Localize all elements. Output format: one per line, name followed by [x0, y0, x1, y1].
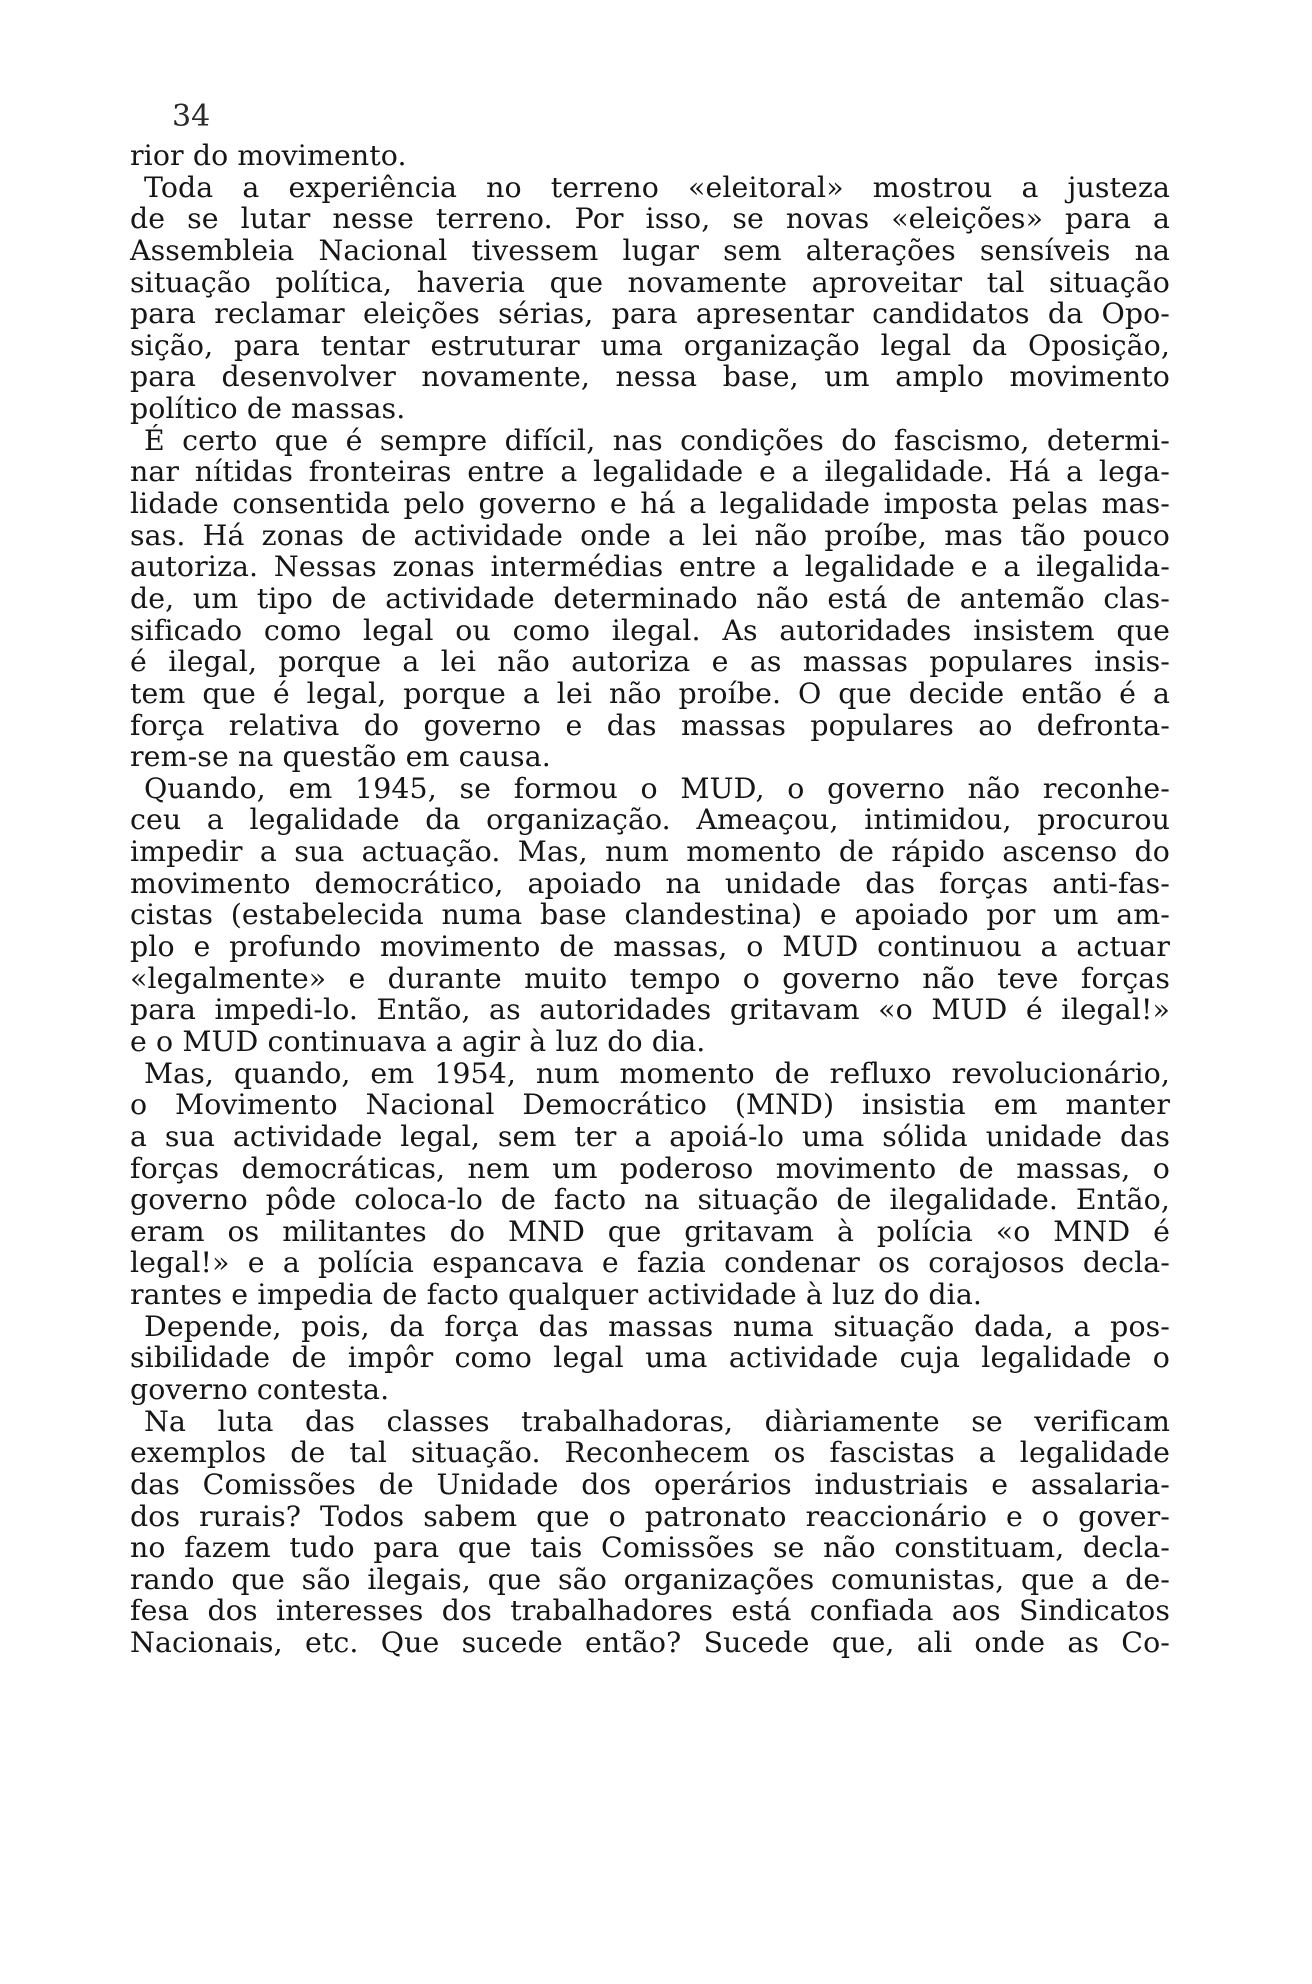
- text-line: eram os militantes do MND que gritavam à polícia «o MND é: [130, 1214, 1170, 1248]
- text-line: sibilidade de impôr como legal uma actividade cuja legalidade o: [130, 1341, 1170, 1375]
- text-line: Assembleia Nacional tivessem lugar sem alterações sensíveis na: [130, 233, 1170, 267]
- text-line: dos rurais? Todos sabem que o patronato reaccionário e o gover-: [130, 1499, 1170, 1533]
- text-line: sas. Há zonas de actividade onde a lei não proíbe, mas tão pouco: [130, 518, 1170, 552]
- text-line: autoriza. Nessas zonas intermédias entre a legalidade e a ilegalida-: [130, 550, 1170, 584]
- text-line: no fazem tudo para que tais Comissões se não constituam, decla-: [130, 1531, 1170, 1565]
- text-line: cistas (estabelecida numa base clandestina) e apoiado por um am-: [130, 898, 1170, 932]
- text-line: «legalmente» e durante muito tempo o governo não teve forças: [130, 961, 1170, 995]
- text-line: impedir a sua actuação. Mas, num momento de rápido ascenso do: [130, 835, 1170, 869]
- text-line: Depende, pois, da força das massas numa situação dada, a pos-: [144, 1309, 1170, 1343]
- text-line: é ilegal, porque a lei não autoriza e as massas populares insis-: [130, 645, 1170, 679]
- text-line: governo pôde coloca-lo de facto na situação de ilegalidade. Então,: [130, 1183, 1170, 1217]
- text-line: nar nítidas fronteiras entre a legalidade e a ilegalidade. Há a lega-: [130, 455, 1170, 489]
- body-text: [130, 140, 1170, 1659]
- text-line: exemplos de tal situação. Reconhecem os fascistas a legalidade: [130, 1436, 1170, 1470]
- text-line: de se lutar nesse terreno. Por isso, se novas «eleições» para a: [130, 202, 1170, 236]
- text-line: Quando, em 1945, se formou o MUD, o governo não reconhe-: [144, 771, 1170, 805]
- text-line: para impedi-lo. Então, as autoridades gritavam «o MUD é ilegal!»: [130, 993, 1170, 1027]
- text-line: sificado como legal ou como ilegal. As autoridades insistem que: [130, 613, 1170, 647]
- text-line: e o MUD continuava a agir à luz do dia.: [130, 1024, 706, 1058]
- text-line: plo e profundo movimento de massas, o MUD continuou a actuar: [130, 930, 1170, 964]
- text-line: Nacionais, etc. Que sucede então? Sucede que, ali onde as Co-: [130, 1626, 1170, 1660]
- text-line: tem que é legal, porque a lei não proíbe. O que decide então é a: [130, 676, 1170, 710]
- text-line: fesa dos interesses dos trabalhadores está confiada aos Sindicatos: [130, 1594, 1170, 1628]
- page-number: 34: [172, 99, 211, 134]
- text-line: de, um tipo de actividade determinado não está de antemão clas-: [130, 581, 1170, 615]
- text-line: legal!» e a polícia espancava e fazia condenar os corajosos decla-: [130, 1246, 1170, 1280]
- text-line: forças democráticas, nem um poderoso movimento de massas, o: [130, 1151, 1170, 1185]
- text-line: ceu a legalidade da organização. Ameaçou, intimidou, procurou: [130, 803, 1170, 837]
- text-line: É certo que é sempre difícil, nas condições do fascismo, determi-: [144, 423, 1170, 457]
- text-line: situação política, haveria que novamente aproveitar tal situação: [130, 265, 1170, 299]
- text-line: lidade consentida pelo governo e há a legalidade imposta pelas mas-: [130, 487, 1170, 521]
- text-line: sição, para tentar estruturar uma organização legal da Oposição,: [130, 328, 1170, 362]
- text-line: rior do movimento.: [130, 139, 407, 172]
- text-line: político de massas.: [130, 392, 406, 426]
- text-line: Toda a experiência no terreno «eleitoral» mostrou a justeza: [144, 170, 1170, 204]
- text-line: a sua actividade legal, sem ter a apoiá-lo uma sólida unidade das: [130, 1119, 1170, 1153]
- text-line: rantes e impedia de facto qualquer actividade à luz do dia.: [130, 1278, 983, 1312]
- text-line: governo contesta.: [130, 1372, 390, 1406]
- text-line: o Movimento Nacional Democrático (MND) insistia em manter: [130, 1088, 1170, 1122]
- text-line: força relativa do governo e das massas populares ao defronta-: [130, 708, 1170, 742]
- text-line: para reclamar eleições sérias, para apresentar candidatos da Opo-: [130, 297, 1170, 331]
- text-line: das Comissões de Unidade dos operários industriais e assalaria-: [130, 1467, 1170, 1501]
- text-line: Mas, quando, em 1954, num momento de refluxo revolucionário,: [144, 1056, 1170, 1090]
- text-line: rem-se na questão em causa.: [130, 740, 551, 774]
- text-line: para desenvolver novamente, nessa base, um amplo movimento: [130, 360, 1170, 394]
- text-line: rando que são ilegais, que são organizações comunistas, que a de-: [130, 1562, 1170, 1596]
- text-line: Na luta das classes trabalhadoras, diàriamente se verificam: [144, 1404, 1170, 1438]
- text-line: movimento democrático, apoiado na unidade das forças anti-fas-: [130, 866, 1170, 900]
